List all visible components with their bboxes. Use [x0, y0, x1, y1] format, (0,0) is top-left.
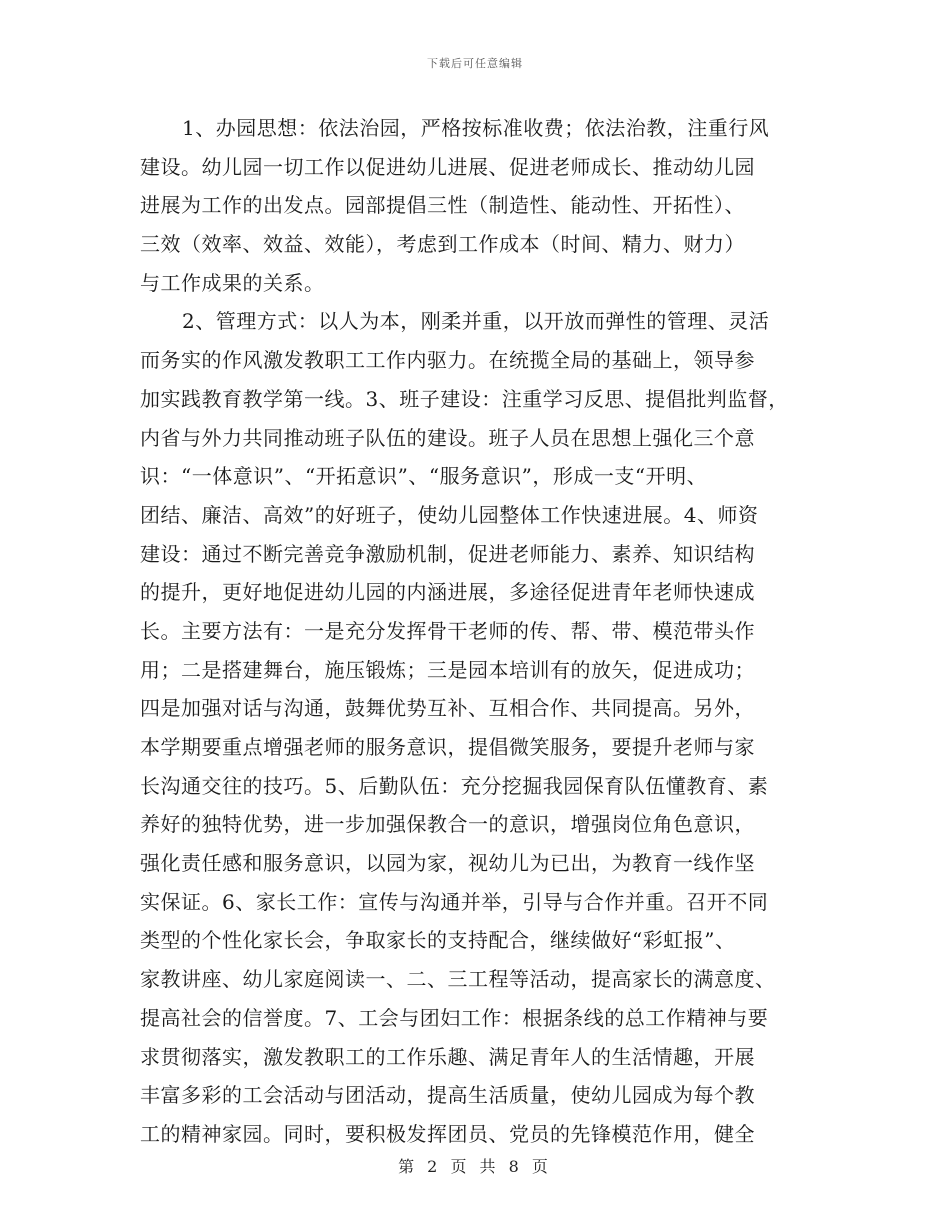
body-line: 1、办园思想：依法治园，严格按标准收费；依法治教，注重行风: [182, 116, 770, 140]
body-line: 进展为工作的出发点。园部提倡三性（制造性、能动性、开拓性）、: [140, 193, 745, 218]
body-line: 加实践教育教学第一线。3、班子建设：注重学习反思、提倡批判监督，: [140, 386, 789, 411]
body-line: 长沟通交往的技巧。5、后勤队伍：充分挖掘我园保育队伍懂教育、素: [140, 773, 769, 798]
body-line: 团结、廉洁、高效”的好班子，使幼儿园整体工作快速进展。4、师资: [140, 502, 759, 527]
body-line: 用；二是搭建舞台，施压锻炼；三是园本培训有的放矢，促进成功；: [140, 657, 755, 682]
page-number: 第 2 页 共 8 页: [398, 1157, 552, 1176]
body-line: 与工作成果的关系。: [140, 270, 325, 295]
body-line: 提高社会的信誉度。7、工会与团妇工作：根据条线的总工作精神与要: [140, 1005, 769, 1030]
body-line: 本学期要重点增强老师的服务意识，提倡微笑服务，要提升老师与家: [140, 735, 755, 759]
body-line: 求贯彻落实，激发教职工的工作乐趣、满足青年人的生活情趣，开展: [140, 1044, 755, 1069]
body-line: 家教讲座、幼儿家庭阅读一、二、三工程等活动，提高家长的满意度、: [140, 967, 776, 992]
body-line: 内省与外力共同推动班子队伍的建设。班子人员在思想上强化三个意: [140, 425, 755, 450]
body-line: 长。主要方法有：一是充分发挥骨干老师的传、帮、带、模范带头作: [140, 618, 755, 643]
body-line: 四是加强对话与沟通，鼓舞优势互补、互相合作、共同提高。另外，: [140, 696, 755, 721]
body-line: 强化责任感和服务意识，以园为家，视幼儿为已出，为教育一线作坚: [140, 851, 755, 876]
body-line: 工的精神家园。同时，要积极发挥团员、党员的先锋模范作用，健全: [140, 1121, 755, 1146]
body-line: 建设：通过不断完善竞争激励机制，促进老师能力、素养、知识结构: [140, 541, 755, 566]
body-line: 三效（效率、效益、效能），考虑到工作成本（时间、精力、财力）: [140, 232, 745, 257]
body-line: 类型的个性化家长会，争取家长的支持配合，继续做好“彩虹报”、: [140, 928, 736, 953]
body-line: 实保证。6、家长工作：宣传与沟通并举，引导与合作并重。召开不同: [140, 889, 769, 914]
body-line: 建设。幼儿园一切工作以促进幼儿进展、促进老师成长、推动幼儿园: [140, 154, 755, 179]
document-body: [140, 109, 820, 1154]
body-line: 2、管理方式：以人为本，刚柔并重，以开放而弹性的管理、灵活: [182, 309, 770, 334]
page-header: 下载后可任意编辑: [427, 57, 523, 70]
body-line: 识：“一体意识”、“开拓意识”、“服务意识”，形成一支“开明、: [140, 464, 708, 489]
body-line: 丰富多彩的工会活动与团活动，提高生活质量，使幼儿园成为每个教: [140, 1083, 755, 1108]
body-line: 养好的独特优势，进一步加强保教合一的意识，增强岗位角色意识，: [140, 812, 755, 837]
body-line: 的提升，更好地促进幼儿园的内涵进展，多途径促进青年老师快速成: [140, 580, 755, 605]
body-line: 而务实的作风激发教职工工作内驱力。在统揽全局的基础上，领导参: [140, 348, 755, 373]
